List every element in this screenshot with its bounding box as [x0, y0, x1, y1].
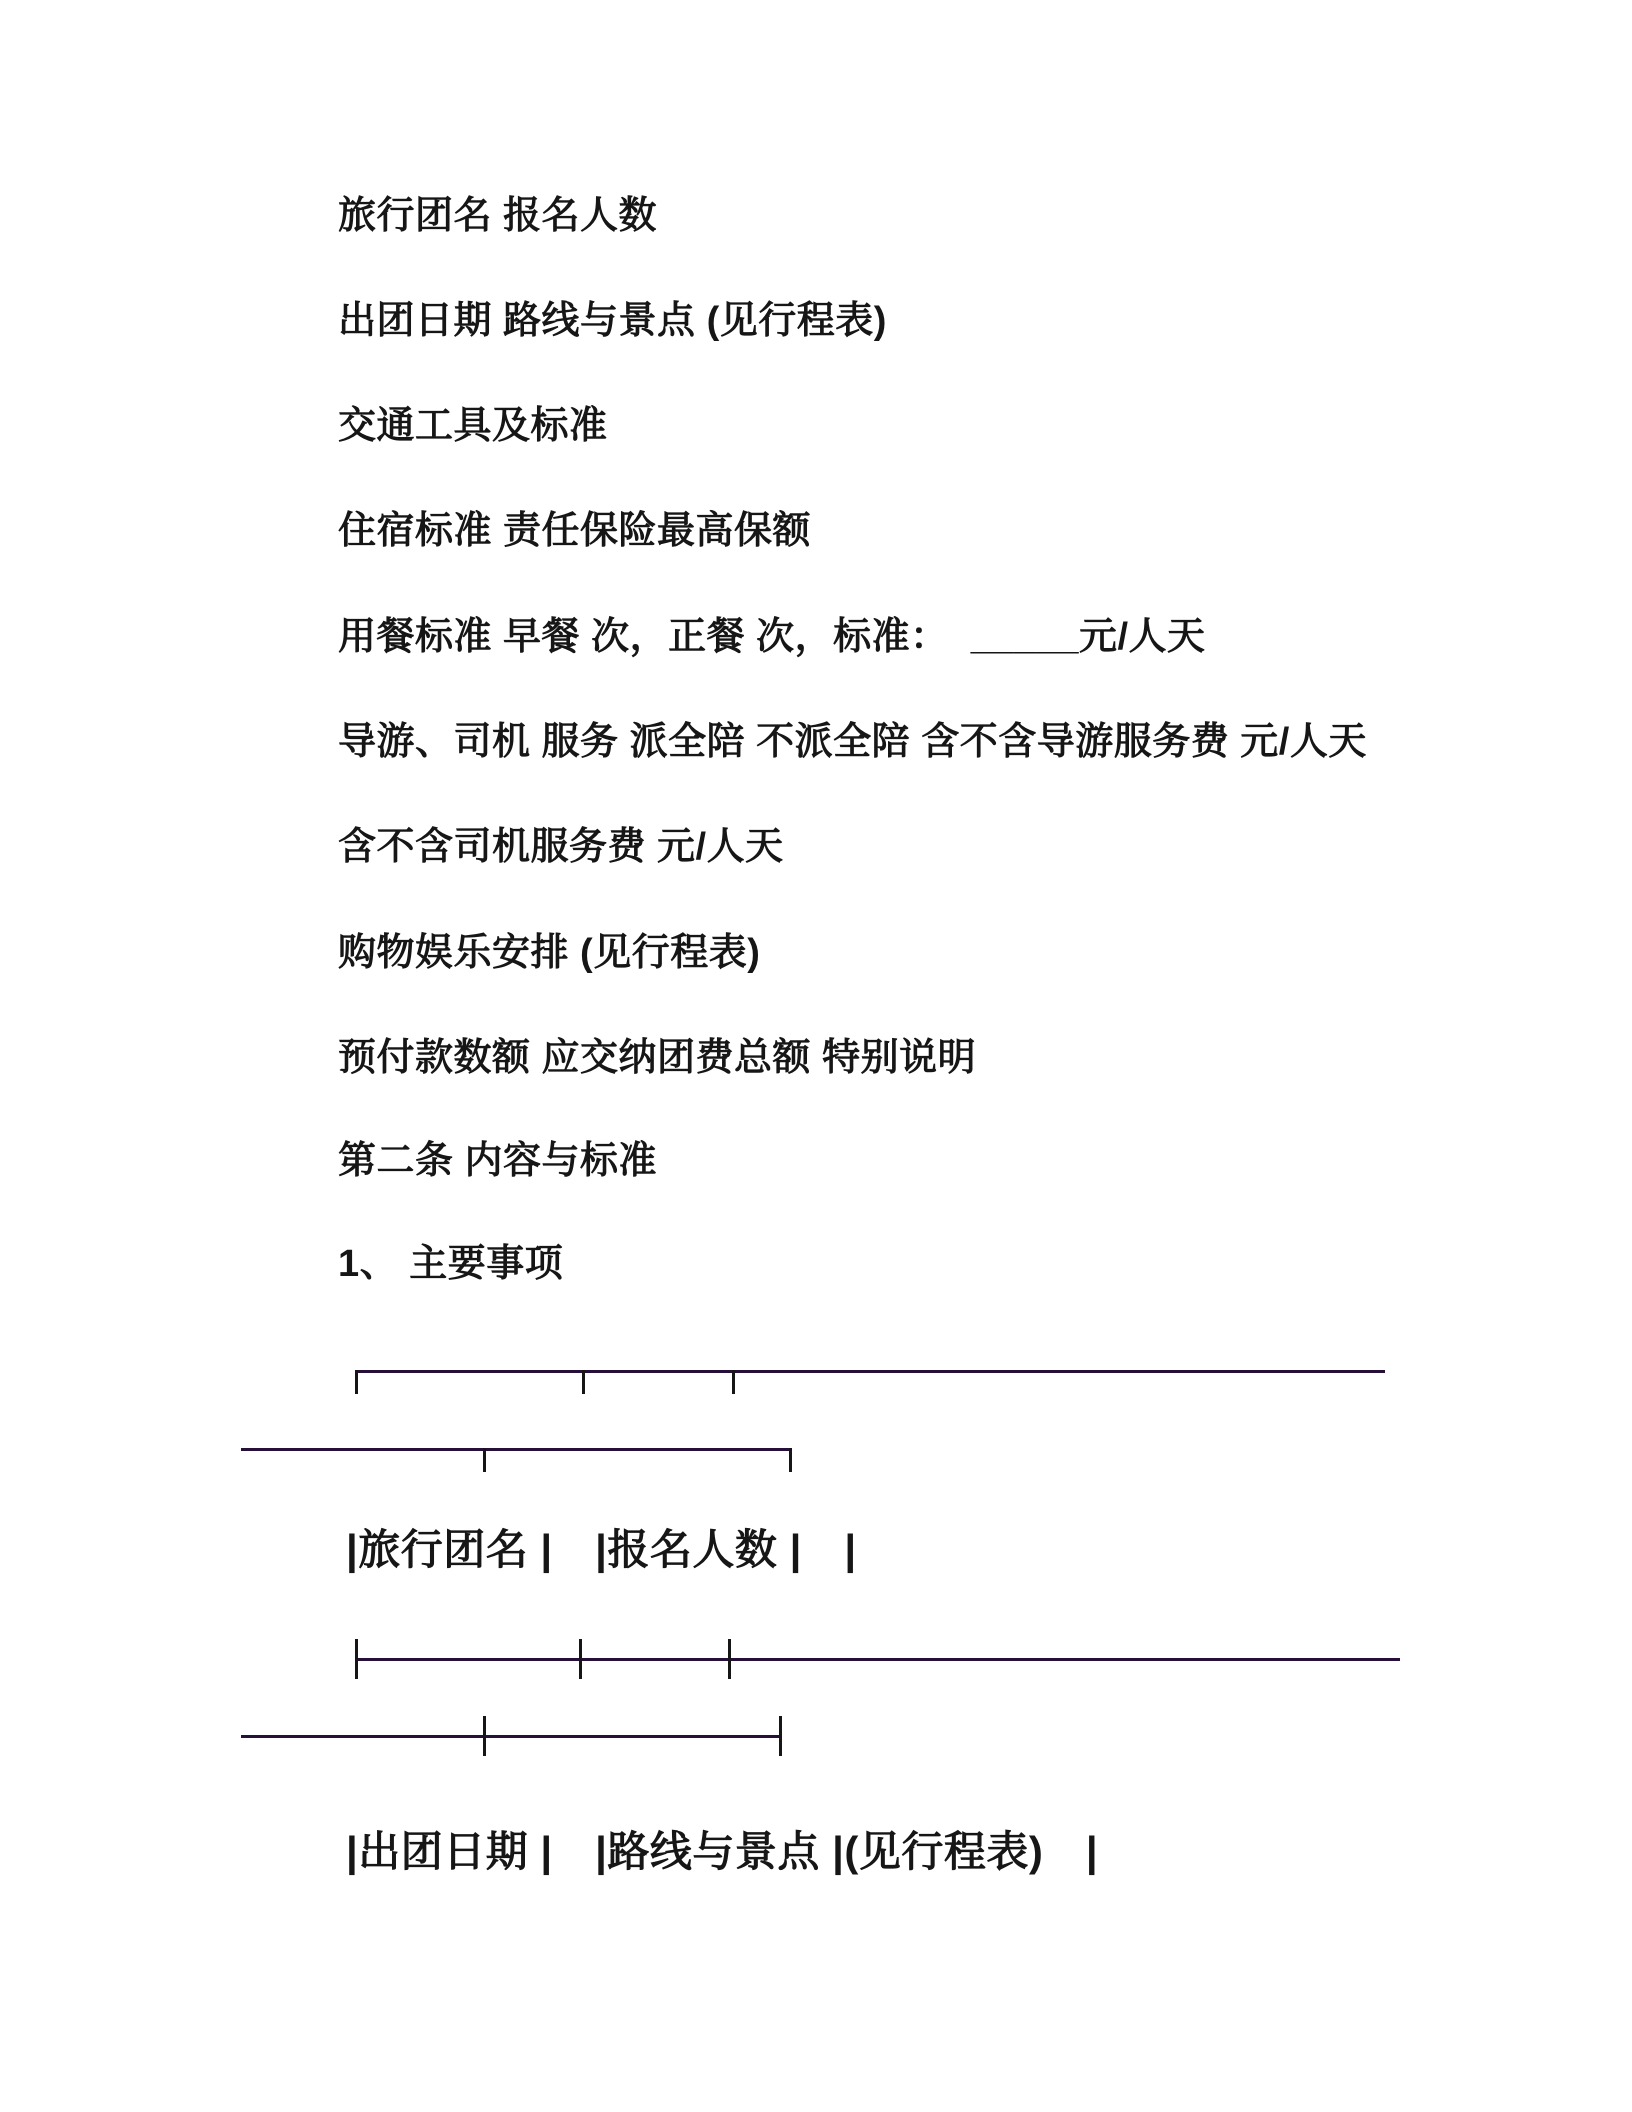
paragraph-line: 含不含司机服务费 元/人天	[338, 826, 784, 868]
paragraph-line: 1、 主要事项	[338, 1243, 564, 1285]
rule-tick	[728, 1639, 731, 1679]
rule-tick	[579, 1639, 582, 1679]
paragraph-line: 导游、司机 服务 派全陪 不派全陪 含不含导游服务费 元/人天	[338, 721, 1367, 763]
paragraph-line: 购物娱乐安排 (见行程表)	[338, 932, 761, 974]
rule-tick	[483, 1448, 486, 1472]
table-rule-mid-1	[355, 1658, 1400, 1661]
rule-tick	[483, 1716, 486, 1756]
rule-tick	[355, 1370, 358, 1394]
paragraph-line: 第二条 内容与标准	[338, 1140, 658, 1182]
paragraph-line: 交通工具及标准	[338, 405, 608, 447]
rule-tick	[789, 1448, 792, 1472]
table-rule-mid-2	[241, 1735, 782, 1738]
paragraph-line: 出团日期 路线与景点 (见行程表)	[338, 300, 887, 342]
paragraph-line: 住宿标准 责任保险最高保额	[338, 510, 812, 552]
paragraph-line: 用餐标准 早餐 次，正餐 次，标准： _____元/人天	[338, 616, 1206, 658]
paragraph-line: 旅行团名 报名人数	[338, 195, 658, 237]
table-row-text: |出团日期 | |路线与景点 |(见行程表) |	[346, 1828, 1099, 1875]
rule-tick	[355, 1639, 358, 1679]
table-rule-top-2	[241, 1448, 792, 1451]
rule-tick	[732, 1370, 735, 1394]
rule-tick	[779, 1716, 782, 1756]
table-rule-top-1	[355, 1370, 1385, 1373]
paragraph-line: 预付款数额 应交纳团费总额 特别说明	[338, 1037, 977, 1079]
rule-tick	[582, 1370, 585, 1394]
table-row-text: |旅行团名 | |报名人数 | |	[346, 1526, 857, 1573]
